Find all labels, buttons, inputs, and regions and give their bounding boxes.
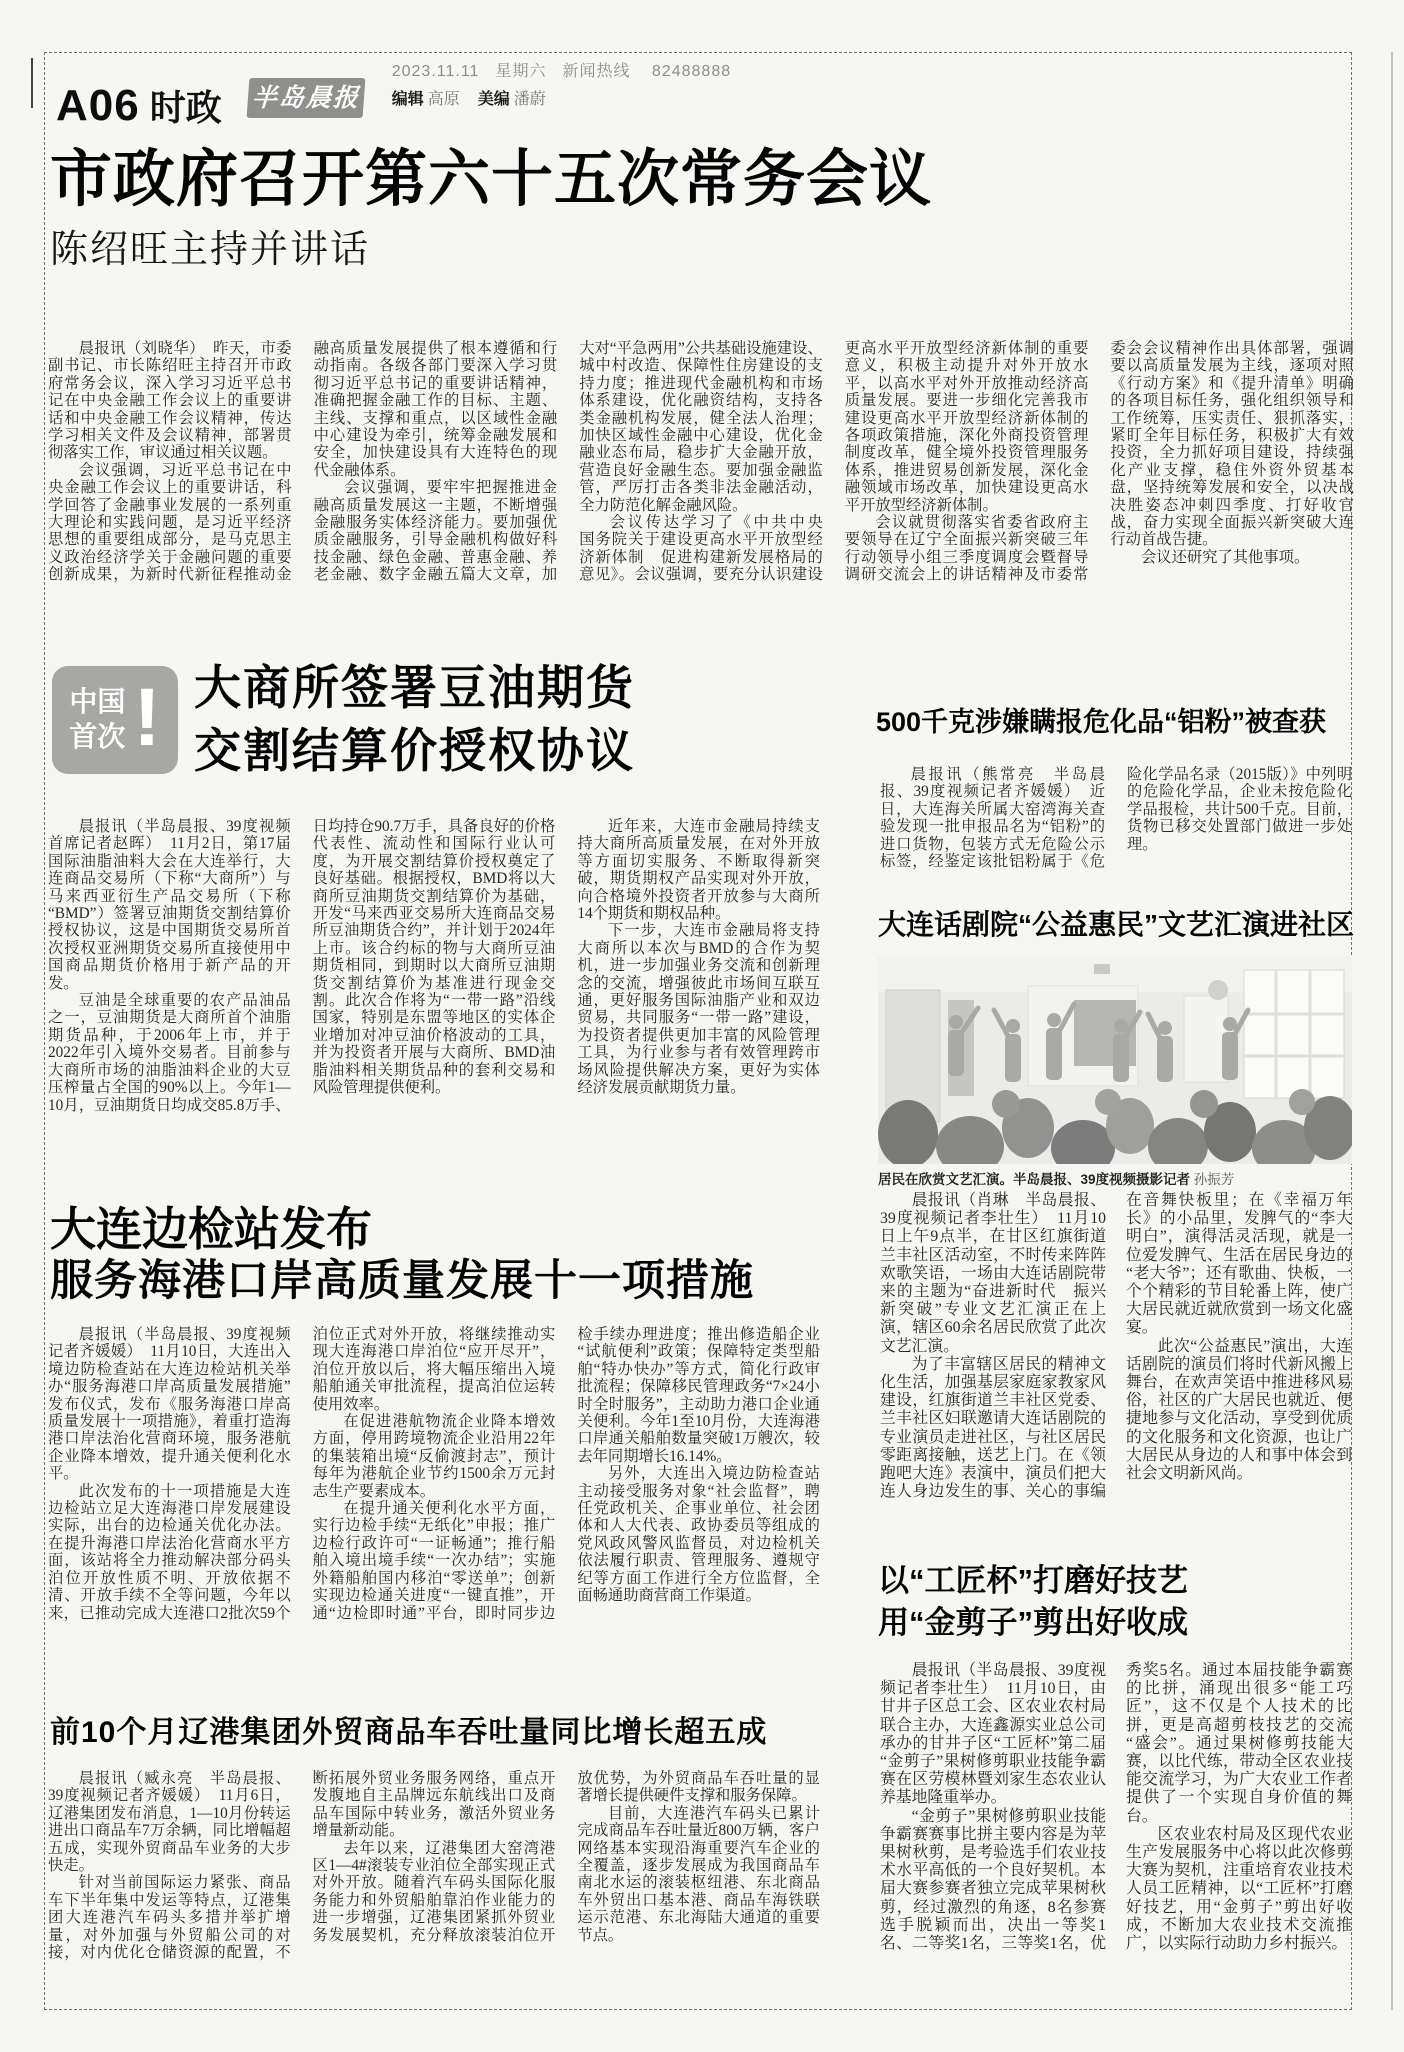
lead-headline: 市政府召开第六十五次常务会议: [50, 145, 933, 214]
border-body: [48, 1326, 820, 1674]
lead-subhead: 陈绍旺主持并讲话: [50, 229, 371, 271]
paragraph: 会议强调，习近平总书记在中央金融工作会议上的重要讲话，科学回答了金融事业发展的一系列重大理论和实践问题，是习近平经济思想的重要组成部分，是马克思主义政治经济学关于金融问题的重要创新成果，为新时代新征程推动金融高质量发展提供了根本遵循和行动指南。各级各部门要深入学习贯彻习近平总书记的重要讲话精神，准确把握金融工作的目标、主题、主线、支撑和重点，以区域性金融中心建设为牵引，统筹金融发展和安全，加快建设具有大连特色的现代金融体系。: [48, 340, 558, 584]
section-title: 时政: [149, 87, 222, 128]
paragraph: 目前，大连港汽车码头已累计完成商品车吞吐量近800万辆，客户网络基本实现沿海重要汽车企业的全覆盖，逐步发展成为我国商品车南北水运的滚装枢纽港、东北商品车外贸出口基本港、商品车海铁联运示范港、东北海陆大通道的重要节点。: [577, 1804, 820, 1944]
paragraph: 晨报讯（半岛晨报、39度视频记者李壮生） 11月10日，由甘井子区总工会、区农业农村局联合主办，大连鑫源实业总公司承办的甘井子区“工匠杯”第二届“金剪子”果树修剪职业技能争霸赛在区劳模林暨刘家生态农业认养基地隆重举办。: [880, 1662, 1106, 1807]
paragraph: 去年以来，辽港集团大窑湾港区1—4#滚装专业泊位全部实现正式对外开放。随着汽车码头国际化服务能力和外贸船舶靠泊作业能力的进一步增强，辽港集团紧抓外贸业务发展契机，充分释放滚装泊位开放优势，为外贸商品车吞吐量的显著增长提供硬件支撑和服务保障。: [312, 1770, 820, 1944]
paragraph: 豆油是全球重要的农产品油品之一，豆油期货是大商所首个油脂期货品种，于2006年上市，并于2022年引入境外交易者。目前参与大商所市场的油脂油料企业的大豆压榨量占全国的90%以上。今年1—10月，豆油期货日均成交85.8万手、日均持仓90.7万手，具备良好的价格代表性、流动性和国际行业认可度，为开展交割结算价授权奠定了良好基础。根据授权，BMD将以大商所豆油期货交割结算价为基础，开发“马来西亚交易所大连商品交易所豆油期货合约”，并计划于2024年上市。该合约标的物与大商所豆油期货相同，到期时以大商所豆油期货交割结算价为基准进行现金交割。此次合作将为“一带一路”沿线国家，特别是东盟等地区的实体企业增加对冲豆油价格波动的工具，并为投资者开展与大商所、BMD油脂油料相关期货品种的套利交易和风险管理提供便利。: [48, 818, 556, 1114]
paragraph: 下一步，大连市金融局将支持大商所以本次与BMD的合作为契机，进一步加强业务交流和创新理念的交流，增强彼此市场间互联互通，更好服务国际油脂产业和双边贸易，共同服务“一带一路”建设，为投资者提供更加丰富的风险管理工具，为行业参与者有效管理跨市场风险提供解决方案，更好为实体经济发展贡献期货力量。: [577, 922, 820, 1097]
photo-caption: 居民在欣赏文艺汇演。半岛晨报、39度视频摄影记者 孙振芳: [878, 1172, 1235, 1187]
border-headline-line2: 服务海港口岸高质量发展十一项措施: [50, 1257, 754, 1305]
page-edge-line: [1391, 52, 1393, 2010]
paragraph: 晨报讯（半岛晨报、39度视频记者齐媛媛） 11月10日，大连出入境边防检查站在大连边检站机关举办“服务海港口岸高质量发展措施”发布仪式，发布《服务海港口岸高质量发展十一项措施》，着重打造海港口岸法治化营商环境，服务港航企业降本增效，提升通关便利化水平。: [48, 1326, 291, 1483]
newspaper-logo: [246, 78, 365, 118]
paragraph: 针对当前国际运力紧张、商品车下半年集中发运等特点，辽港集团大连港汽车码头多措并举扩增量，对外加强与外贸船公司的对接，对内优化仓储资源的配置，不断拓展外贸业务服务网络，重点开发腹地自主品牌远东航线出口及商品车国际中转业务，激活外贸业务增量新动能。: [48, 1770, 556, 1962]
paragraph: “金剪子”果树修剪职业技能争霸赛赛事比拼主要内容是为苹果树秋剪，是考验选手们农业技术水平高低的一个良好契机。本届大赛参赛者独立完成苹果树秋剪，经过激烈的角逐，8名参赛选手脱颖而出，决出一等奖1名、二等奖1名，三等奖1名，优秀奖5名。通过本届技能争霸赛的比拼，涌现出很多“能工巧匠”，这不仅是个人技术的比拼，更是高超剪枝技艺的交流“盛会”。通过果树修剪技能大赛，以比代练，带动全区农业技能交流学习，为广大农业工作者提供了一个实现自身价值的舞台。: [880, 1662, 1352, 1953]
masthead: [56, 58, 956, 130]
paragraph: 区农业农村局及区现代农业生产发展服务中心将以此次修剪大赛为契机，注重培育农业技术人员工匠精神，以“工匠杯”打磨好技艺，用“金剪子”剪出好收成，不断加大农业技术交流推广，以实际行动助力乡村振兴。: [1126, 1825, 1352, 1953]
paragraph: 晨报讯（熊常亮 半岛晨报、39度视频记者齐媛媛） 近日，大连海关所属大窑湾海关查验发现一批申报品名为“铝粉”的进口货物，包装方式无危险公示标签，经鉴定该批铝粉属于《危险化学品名录（2015版）》中列明的危险化学品，企业未按危险化学品报检，共计500千克。目前，货物已移交处置部门做进一步处理。: [880, 766, 1352, 871]
china-first-badge: [52, 666, 178, 774]
hotline: 新闻热线 82488888: [562, 63, 732, 80]
theater-headline: 大连话剧院“公益惠民”文艺汇演进社区: [878, 909, 1355, 940]
designer-name: 潘蔚: [513, 91, 546, 108]
scissors-body: [880, 1662, 1352, 1988]
paragraph: 会议传达学习了《中共中央 国务院关于建设更高水平开放型经济新体制 促进构建新发展格局的意见》。会议强调，要充分认识建设更高水平开放型经济新体制的重要意义，积极主动提升对外开放水平，以高水平对外开放推动经济高质量发展。要进一步细化完善我市建设更高水平开放型经济新体制的各项政策措施，深化外商投资管理制度改革，健全境外投资管理服务体系，推进贸易创新发展，深化金融领域市场改革，加快建设更高水平开放型经济新体制。: [579, 340, 1089, 584]
paragraph: 另外，大连出入境边防检查站主动接受服务对象“社会监督”，聘任党政机关、企事业单位、社会团体和人大代表、政协委员等组成的党风政风警风监督员，对边检机关依法履行职责、管理服务、遵规守纪等方面工作进行全方位监督，全面畅通助商营商工作渠道。: [577, 1465, 820, 1605]
scissors-headline: 以“工匠杯”打磨好技艺 用“金剪子”剪出好收成: [878, 1563, 1188, 1640]
port-body: [48, 1770, 820, 1988]
editor-line: 编辑 高原 美编 潘蔚: [391, 91, 546, 108]
paragraph: 晨报讯（半岛晨报、39度视频首席记者赵晖） 11月2日，第17届国际油脂油料大会在大连举行，大连商品交易所（下称“大商所”）与马来西亚衍生产品交易所（下称“BMD”）签署豆油期货交割结算价授权协议，这是中国期货交易所首次授权亚洲期货交易所直接使用中国商品期货价格用于新产品的开发。: [48, 818, 291, 992]
soybean-headline: 大商所签署豆油期货 交割结算价授权协议: [194, 661, 635, 777]
paragraph: 为了丰富辖区居民的精神文化生活，加强基层家庭家教家风建设，红旗街道兰丰社区党委、兰丰社区妇联邀请大连话剧院的专业演员走进社区，与社区居民零距离接触，送艺上门。在《领跑吧大连》表演中，演员们把大连人身边发生的事、关心的事编在音舞快板里；在《幸福万年长》的小品里，发脾气的“李大明白”，演得活灵活现，就是一位爱发脾气、生活在居民身边的“老大爷”；还有歌曲、快板，一个个精彩的节目轮番上阵，使广大居民就近就欣赏到一场文化盛宴。: [880, 1192, 1352, 1501]
newspaper-logo-text: 半岛晨报: [250, 83, 361, 112]
page-number: A06: [56, 81, 140, 130]
crop-mark: [31, 58, 33, 108]
paragraph: 会议还研究了其他事项。: [1140, 548, 1310, 566]
news-photo: [878, 956, 1352, 1164]
paragraph: 在提升通关便利化水平方面，实行边检手续“无纸化”申报；推广边检行政许可“一证畅通”；推行船舶入境出境手续“一次办结”；实施外籍船舶国内移泊“零送单”；创新实现边检通关进度“一键直推”，开通“边检即时通”平台，即时同步边检手续办理进度；推出修造船企业“试航便利”政策；保障特定类型船舶“特办快办”等方式，简化行政审批流程；保障移民管理政务“7×24小时全时服务”，主动助力港口企业通关便利。今年1至10月份，大连海港口岸通关船舶数量突破1万艘次，较去年同期增长16.14%。: [312, 1326, 820, 1622]
badge-text: 中国 首次: [69, 685, 126, 753]
paragraph: 晨报讯（肖琳 半岛晨报、39度视频记者李壮生） 11月10日上午9点半，在甘区红旗街道兰丰社区活动室，不时传来阵阵欢歌笑语，一场由大连话剧院带来的主题为“奋进新时代 振兴新突破”专业文艺汇演正在上演，辖区60余名居民欣赏了此次文艺汇演。: [880, 1192, 1106, 1355]
paragraph: 在促进港航物流企业降本增效方面，停用跨境物流企业沿用22年的集装箱出境“反偷渡封志”，预计每年为港航企业节约1500余万元封志生产要素成本。: [312, 1413, 556, 1500]
paragraph: 此次“公益惠民”演出，大连话剧院的演员们将时代新风搬上舞台，在欢声笑语中推进移风易俗，社区的广大居民也就近、便捷地参与文化活动，享受到优质的文化服务和文化资源，也让广大居民从身边的人和事中体会到社会文明新风尚。: [1126, 1337, 1352, 1483]
paragraph: 会议就贯彻落实省委省政府主要领导在辽宁全面振兴新突破三年行动领导小组三季度调度会暨督导调研交流会上的讲话精神及市委常委会会议精神作出具体部署，强调要以高质量发展为主线，逐项对照《行动方案》和《提升清单》明确的各项目标任务，强化组织领导和工作统筹，压实责任、狠抓落实，紧盯全年目标任务，积极扩大有效投资，全力抓好项目建设，持续强化产业支撑，稳住外资外贸基本盘，坚持统筹发展和安全，以决战决胜姿态冲刺四季度、打好收官战，奋力实现全面振兴新突破大连行动首战告捷。: [844, 340, 1354, 584]
editor-name: 高原: [427, 91, 460, 108]
paragraph: 会议强调，要牢牢把握推进金融高质量发展这一主题，不断增强金融服务实体经济能力。要加强优质金融服务，引导金融机构做好科技金融、绿色金融、普惠金融、养老金融、数字金融五篇大文章，加大对“平急两用”公共基础设施建设、城中村改造、保障性住房建设的支持力度；推进现代金融机构和市场体系建设，优化融资结构，支持各类金融机构发展，健全法人治理；加快区域性金融中心建设，优化金融业态布局，稳步扩大金融开放，营造良好金融生态。要加强金融监管，严厉打击各类非法金融活动，全力防范化解金融风险。: [313, 340, 823, 584]
publication-weekday: 星期六: [495, 63, 547, 80]
paragraph: 晨报讯（刘晓华） 昨天，市委副书记、市长陈绍旺主持召开市政府常务会议，深入学习习近平总书记在中央金融工作会议上的重要讲话和中央金融工作会议精神，传达学习相关文件及会议精神，部署贯彻落实工作，审议通过相关议题。: [48, 340, 292, 462]
publication-date-line: [392, 63, 763, 80]
photo-credit: 孙振芳: [1193, 1172, 1235, 1187]
lead-body: [48, 340, 1354, 618]
border-headline-line1: 大连边检站发布: [50, 1203, 372, 1255]
theater-body: [880, 1192, 1352, 1548]
paragraph: 近年来，大连市金融局持续支持大商所高质量发展，在对外开放等方面切实服务、不断取得新突破，期货期权产品实现对外开放，向合格境外投资者开放参与大商所14个期货和期权品种。: [577, 818, 820, 923]
news-photo-illustration: [878, 956, 1352, 1164]
aluminum-body: [880, 766, 1352, 878]
paragraph: 晨报讯（臧永亮 半岛晨报、39度视频记者齐媛媛） 11月6日，辽港集团发布消息，1—10月份转运进出口商品车7万余辆，同比增幅超五成，实现外贸商品车业务的大步快走。: [48, 1770, 291, 1875]
port-headline: 前10个月辽港集团外贸商品车吞吐量同比增长超五成: [50, 1716, 768, 1749]
publication-date: 2023.11.11: [391, 63, 480, 80]
aluminum-headline: 500千克涉嫌瞒报危化品“铝粉”被查获: [876, 707, 1327, 737]
soybean-body: [48, 818, 820, 1176]
paragraph: 此次发布的十一项措施是大连边检站立足大连海港口岸发展建设实际，出台的边检通关优化办法。在提升海港口岸法治化营商水平方面，该站将全力推动解决部分码头泊位开放性质不明、开放依据不清、开放手续不全等问题，今年以来，已推动完成大连港口2批次59个泊位正式对外开放，将继续推动实现大连海港口岸泊位“应开尽开”，泊位开放以后，将大幅压缩出入境船舶通关审批流程，提高泊位运转使用效率。: [48, 1326, 556, 1622]
exclamation-icon: !: [133, 672, 161, 764]
publication-info: [392, 58, 763, 109]
